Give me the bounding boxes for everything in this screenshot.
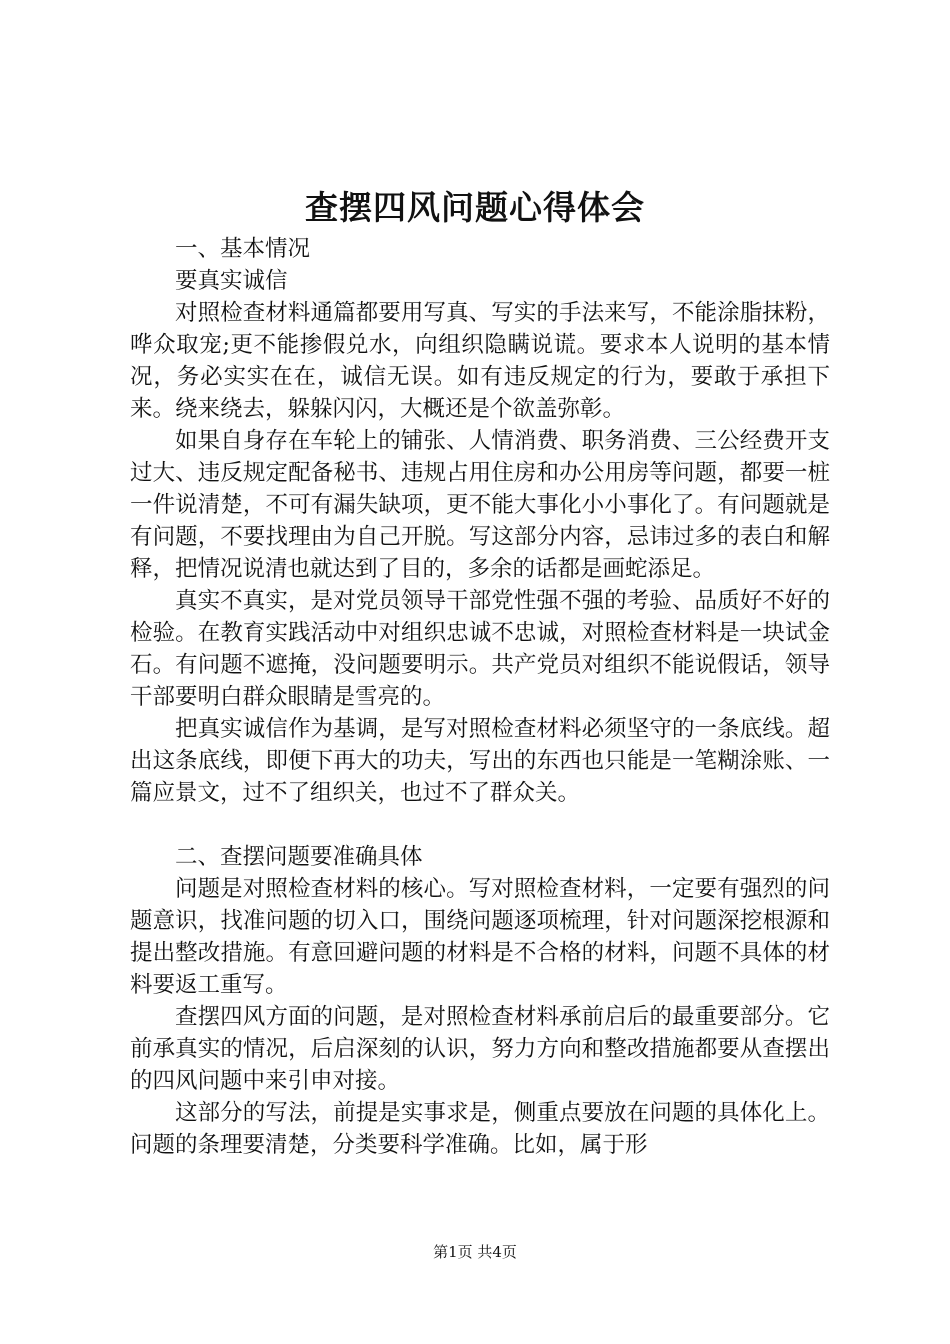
body-paragraph: 对照检查材料通篇都要用写真、写实的手法来写，不能涂脂抹粉，哗众取宠;更不能掺假兑水，向组织隐瞒说谎。要求本人说明的基本情况，务必实实在在，诚信无误。如有违反规定的行为，要敢于承担下来。绕来绕去，躲躲闪闪，大概还是个欲盖弥彰。 [130,300,830,422]
section-heading-1: 一、基本情况 [175,236,311,262]
body-paragraph: 问题是对照检查材料的核心。写对照检查材料，一定要有强烈的问题意识，找准问题的切入口，围绕问题逐项梳理，针对问题深挖根源和提出整改措施。有意回避问题的材料是不合格的材料，问题不具体的材料要返工重写。 [130,876,830,998]
body-paragraph: 查摆四风方面的问题，是对照检查材料承前启后的最重要部分。它前承真实的情况，后启深刻的认识，努力方向和整改措施都要从查摆出的四风问题中来引申对接。 [130,1004,830,1094]
page-number-footer: 第1页 共4页 [433,1243,517,1261]
body-paragraph: 如果自身存在车轮上的铺张、人情消费、职务消费、三公经费开支过大、违反规定配备秘书、违规占用住房和办公用房等问题，都要一桩一件说清楚，不可有漏失缺项，更不能大事化小小事化了。有问题就是有问题，不要找理由为自己开脱。写这部分内容，忌讳过多的表白和解释，把情况说清也就达到了目的，多余的话都是画蛇添足。 [130,428,830,582]
body-paragraph: 这部分的写法，前提是实事求是，侧重点要放在问题的具体化上。问题的条理要清楚，分类要科学准确。比如，属于形 [130,1100,830,1158]
document-title: 查摆四风问题心得体会 [305,188,645,227]
body-paragraph: 把真实诚信作为基调，是写对照检查材料必须坚守的一条底线。超出这条底线，即便下再大的功夫，写出的东西也只能是一笔糊涂账、一篇应景文，过不了组织关，也过不了群众关。 [130,716,830,806]
document-body [130,233,830,1161]
body-paragraph: 真实不真实，是对党员领导干部党性强不强的考验、品质好不好的检验。在教育实践活动中对组织忠诚不忠诚，对照检查材料是一块试金石。有问题不遮掩，没问题要明示。共产党员对组织不能说假话，领导干部要明白群众眼睛是雪亮的。 [130,588,830,710]
subheading: 要真实诚信 [175,268,288,294]
section-heading-2: 二、查摆问题要准确具体 [175,844,423,870]
